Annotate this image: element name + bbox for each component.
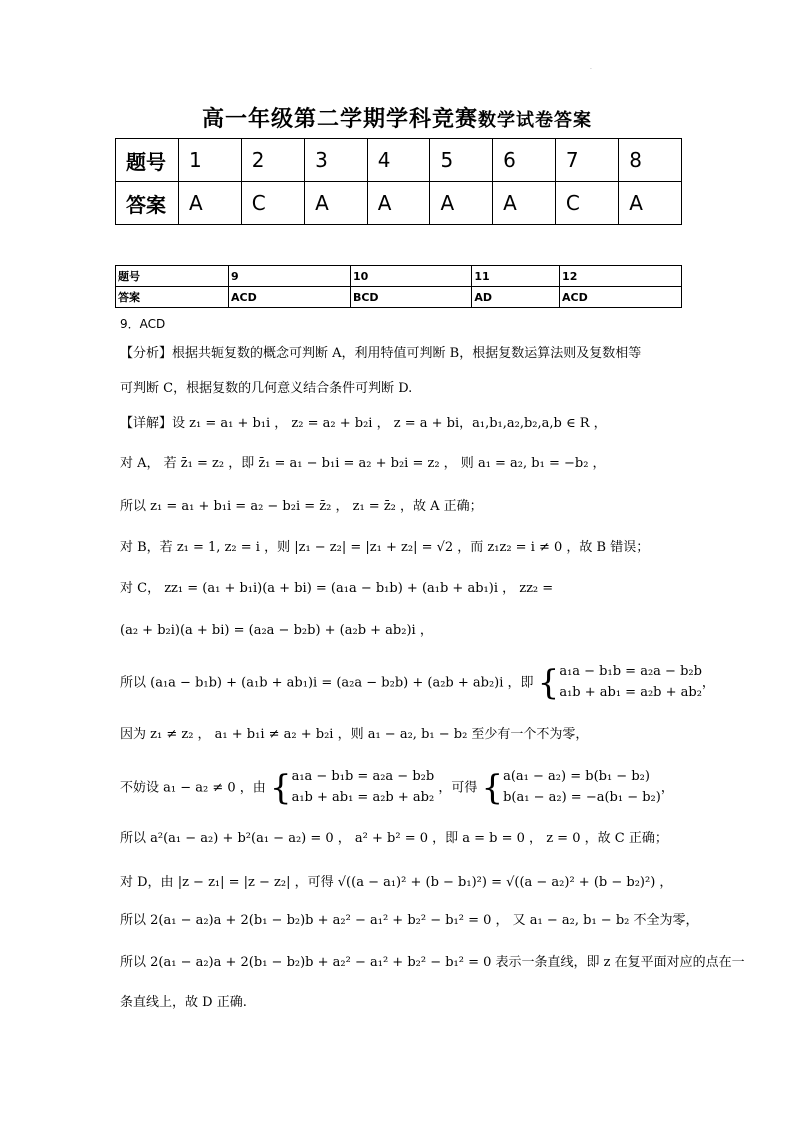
option-c-line-4: 因为 z₁ ≠ z₂ ， a₁ + b₁i ≠ a₂ + b₂i ，则 a₁ − a₂, b₁ − b₂ 至少有一个不为零， [120,727,589,742]
analysis-line-1: 【分析】根据共轭复数的概念可判断 A，利用特值可判断 B，根据复数运算法则及复数相等 [120,346,642,361]
equation: b(a₁ − a₂) = −a(b₁ − b₂) [503,789,661,805]
text-run: ， [660,780,674,796]
analysis-line-2: 可判断 C，根据复数的几何意义结合条件可判断 D. [120,381,413,396]
answer-cell: BCD [350,287,471,308]
option-d-line-4: 条直线上，故 D 正确. [120,995,247,1010]
equation: a₁a − b₁b = a₂a − b₂b [559,664,702,679]
question-number: 12 [560,266,682,287]
brace-symbol: { [269,767,292,808]
answer-cell: A [619,182,682,225]
answer-cell: A [430,182,493,225]
question-number: 10 [350,266,471,287]
text-run: ， [701,675,715,691]
answer-cell: ACD [560,287,682,308]
answer-table-1 [115,138,682,225]
title-main: 高一年级第二学期学科竞赛 [201,107,478,132]
option-c-line-5 [120,767,674,809]
equation: a₁a − b₁b = a₂a − b₂b [291,769,435,784]
question-heading: 9．ACD [120,317,166,331]
title-suffix: 数学试卷答案 [478,110,592,131]
option-c-line-6: 所以 a²(a₁ − a₂) + b²(a₁ − a₂) = 0 ， a² + b² = 0 ，即 a = b = 0 ， z = 0 ，故 C 正确； [120,831,668,846]
option-a-line-2: 所以 z₁ = a₁ + b₁i = a₂ − b₂i = z̄₂ ， z₁ = z̄₂ ，故 A 正确； [120,499,483,514]
question-number: 1 [179,139,242,182]
table-row [116,287,682,308]
brace-symbol: { [481,767,504,808]
detail-line: 【详解】设 z₁ = a₁ + b₁i ， z₂ = a₂ + b₂i ， z = a + bi，a₁,b₁,a₂,b₂,a,b ∈ R ， [120,416,607,431]
option-c-line-2: (a₂ + b₂i)(a + bi) = (a₂a − b₂b) + (a₂b + ab₂)i ， [120,623,433,638]
option-c-line-3 [120,662,715,704]
option-b-line: 对 B，若 z₁ = 1, z₂ = i ，则 |z₁ − z₂| = |z₁ + z₂| = √2 ，而 z₁z₂ = i ≠ 0 ，故 B 错误； [120,540,650,555]
text-run: ，可得 [438,780,478,796]
question-number: 9 [229,266,351,287]
equation-system [292,767,435,809]
answer-cell: A [305,182,368,225]
question-number: 11 [472,266,560,287]
option-d-line-3: 所以 2(a₁ − a₂)a + 2(b₁ − b₂)b + a₂² − a₁² + b₂² − b₁² = 0 表示一条直线，即 z 在复平面对应的点在一 [120,955,745,970]
equation: a(a₁ − a₂) = b(b₁ − b₂) [503,769,650,784]
table-row [116,182,682,225]
question-number: 6 [493,139,556,182]
answer-cell: A [367,182,430,225]
answer-cell: C [555,182,618,225]
page-title [0,102,794,133]
answer-cell: AD [472,287,560,308]
question-number: 5 [430,139,493,182]
question-number: 4 [367,139,430,182]
option-a-line-1: 对 A， 若 z̄₁ = z₂ ，即 z̄₁ = a₁ − b₁i = a₂ + b₂i = z₂ ， 则 a₁ = a₂, b₁ = −b₂ ， [120,456,606,471]
row-label-answer: 答案 [116,287,229,308]
row-label-question: 题号 [116,139,179,182]
answer-cell: C [241,182,304,225]
question-number: 3 [305,139,368,182]
equation: a₁b + ab₁ = a₂b + ab₂ [291,789,435,805]
text-run: 不妨设 a₁ − a₂ ≠ 0 ，由 [120,780,266,796]
brace-symbol: { [537,662,560,703]
question-number: 7 [555,139,618,182]
equation: a₁b + ab₁ = a₂b + ab₂ [559,684,702,700]
equation-system [559,662,702,704]
answer-table-2 [115,265,682,308]
header-mark: · [590,66,592,73]
answer-cell: A [179,182,242,225]
table-row [116,266,682,287]
answer-cell: ACD [229,287,351,308]
row-label-answer: 答案 [116,182,179,225]
row-label-question: 题号 [116,266,229,287]
equation-system [503,767,661,809]
text-run: 所以 (a₁a − b₁b) + (a₁b + ab₁)i = (a₂a − b₂b) + (a₂b + ab₂)i ，即 [120,675,534,691]
table-row [116,139,682,182]
answer-cell: A [493,182,556,225]
option-d-line-2: 所以 2(a₁ − a₂)a + 2(b₁ − b₂)b + a₂² − a₁² + b₂² − b₁² = 0 ， 又 a₁ − a₂, b₁ − b₂ 不全为零， [120,913,699,928]
option-d-line-1: 对 D，由 |z − z₁| = |z − z₂| ，可得 √((a − a₁)² + (b − b₁)²) = √((a − a₂)² + (b − b₂)²) ， [120,875,673,890]
question-number: 8 [619,139,682,182]
option-c-line-1: 对 C， zz₁ = (a₁ + b₁i)(a + bi) = (a₁a − b₁b) + (a₁b + ab₁)i ， zz₂ = [120,581,554,596]
question-number: 2 [241,139,304,182]
